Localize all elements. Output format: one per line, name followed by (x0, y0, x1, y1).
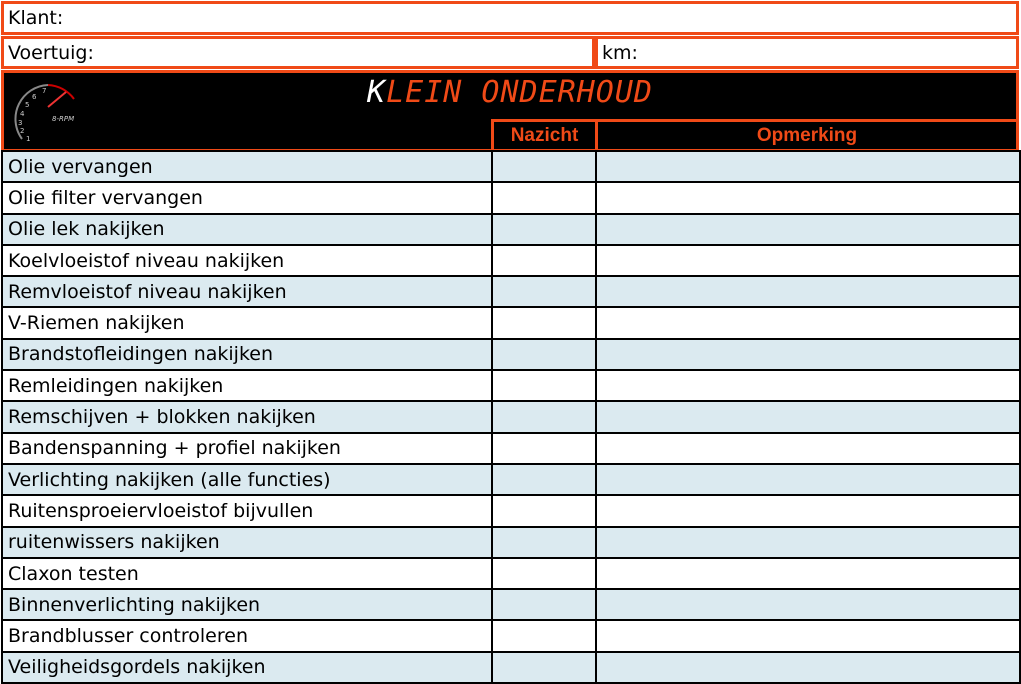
checklist-row (2, 495, 1020, 526)
opmerking-cell[interactable] (596, 558, 1020, 589)
opmerking-cell[interactable] (596, 182, 1020, 213)
klant-label: Klant: (8, 7, 64, 29)
klant-field[interactable] (1, 1, 1019, 35)
voertuig-field[interactable] (1, 36, 595, 69)
checklist-row (2, 276, 1020, 307)
nazicht-cell[interactable] (492, 589, 596, 620)
checklist-item-label: Remleidingen nakijken (2, 370, 492, 401)
nazicht-cell[interactable] (492, 214, 596, 245)
nazicht-cell[interactable] (492, 433, 596, 464)
checklist-item-label: Ruitensproeiervloeistof bijvullen (2, 495, 492, 526)
checklist-row (2, 151, 1020, 182)
opmerking-cell[interactable] (596, 370, 1020, 401)
opmerking-cell[interactable] (596, 339, 1020, 370)
checklist-item-label: Brandstofleidingen nakijken (2, 339, 492, 370)
checklist-row (2, 339, 1020, 370)
nazicht-cell[interactable] (492, 339, 596, 370)
nazicht-cell[interactable] (492, 527, 596, 558)
nazicht-cell[interactable] (492, 276, 596, 307)
svg-text:5: 5 (25, 101, 30, 109)
checklist-item-label: Olie filter vervangen (2, 182, 492, 213)
svg-text:1: 1 (26, 135, 31, 143)
opmerking-cell[interactable] (596, 276, 1020, 307)
nazicht-cell[interactable] (492, 652, 596, 683)
opmerking-cell[interactable] (596, 620, 1020, 651)
checklist-item-label: Verlichting nakijken (alle functies) (2, 464, 492, 495)
checklist-row (2, 182, 1020, 213)
title-rest: LEIN ONDERHOUD (386, 75, 653, 110)
checklist-item-label: Olie vervangen (2, 151, 492, 182)
checklist-row (2, 214, 1020, 245)
checklist-item-label: Olie lek nakijken (2, 214, 492, 245)
checklist-row (2, 401, 1020, 432)
svg-text:4: 4 (20, 110, 25, 118)
svg-text:6: 6 (32, 93, 37, 101)
opmerking-cell[interactable] (596, 652, 1020, 683)
checklist-item-label: V-Riemen nakijken (2, 307, 492, 338)
nazicht-cell[interactable] (492, 401, 596, 432)
checklist-row (2, 433, 1020, 464)
opmerking-cell[interactable] (596, 464, 1020, 495)
checklist-row (2, 527, 1020, 558)
column-header-nazicht: Nazicht (491, 119, 598, 152)
checklist-row (2, 245, 1020, 276)
nazicht-cell[interactable] (492, 307, 596, 338)
km-label: km: (602, 41, 638, 64)
column-header-opmerking: Opmerking (595, 119, 1019, 152)
voertuig-label: Voertuig: (8, 41, 94, 64)
checklist-item-label: Binnenverlichting nakijken (2, 589, 492, 620)
checklist-row (2, 370, 1020, 401)
nazicht-cell[interactable] (492, 151, 596, 182)
opmerking-cell[interactable] (596, 245, 1020, 276)
opmerking-cell[interactable] (596, 307, 1020, 338)
opmerking-cell[interactable] (596, 401, 1020, 432)
checklist-table (1, 150, 1021, 684)
opmerking-cell[interactable] (596, 151, 1020, 182)
nazicht-cell[interactable] (492, 370, 596, 401)
nazicht-cell[interactable] (492, 245, 596, 276)
nazicht-cell[interactable] (492, 464, 596, 495)
opmerking-cell[interactable] (596, 433, 1020, 464)
checklist-row (2, 464, 1020, 495)
checklist-row (2, 558, 1020, 589)
opmerking-cell[interactable] (596, 589, 1020, 620)
checklist-item-label: ruitenwissers nakijken (2, 527, 492, 558)
checklist-item-label: Brandblusser controleren (2, 620, 492, 651)
gauge-label: 8-RPM (52, 115, 75, 123)
checklist-row (2, 307, 1020, 338)
checklist-row (2, 652, 1020, 683)
title-first-letter: K (367, 75, 387, 110)
nazicht-cell[interactable] (492, 495, 596, 526)
opmerking-cell[interactable] (596, 495, 1020, 526)
km-field[interactable] (595, 36, 1019, 69)
checklist-item-label: Remvloeistof niveau nakijken (2, 276, 492, 307)
svg-text:7: 7 (42, 87, 47, 95)
nazicht-cell[interactable] (492, 182, 596, 213)
checklist-item-label: Bandenspanning + profiel nakijken (2, 433, 492, 464)
svg-text:2: 2 (20, 127, 25, 135)
nazicht-cell[interactable] (492, 620, 596, 651)
checklist-row (2, 589, 1020, 620)
checklist-item-label: Veiligheidsgordels nakijken (2, 652, 492, 683)
checklist-item-label: Remschijven + blokken nakijken (2, 401, 492, 432)
checklist-header (1, 70, 1019, 152)
opmerking-cell[interactable] (596, 527, 1020, 558)
checklist-item-label: Claxon testen (2, 558, 492, 589)
opmerking-cell[interactable] (596, 214, 1020, 245)
checklist-row (2, 620, 1020, 651)
page-title (4, 75, 1016, 110)
checklist-item-label: Koelvloeistof niveau nakijken (2, 245, 492, 276)
nazicht-cell[interactable] (492, 558, 596, 589)
svg-text:3: 3 (18, 119, 23, 127)
